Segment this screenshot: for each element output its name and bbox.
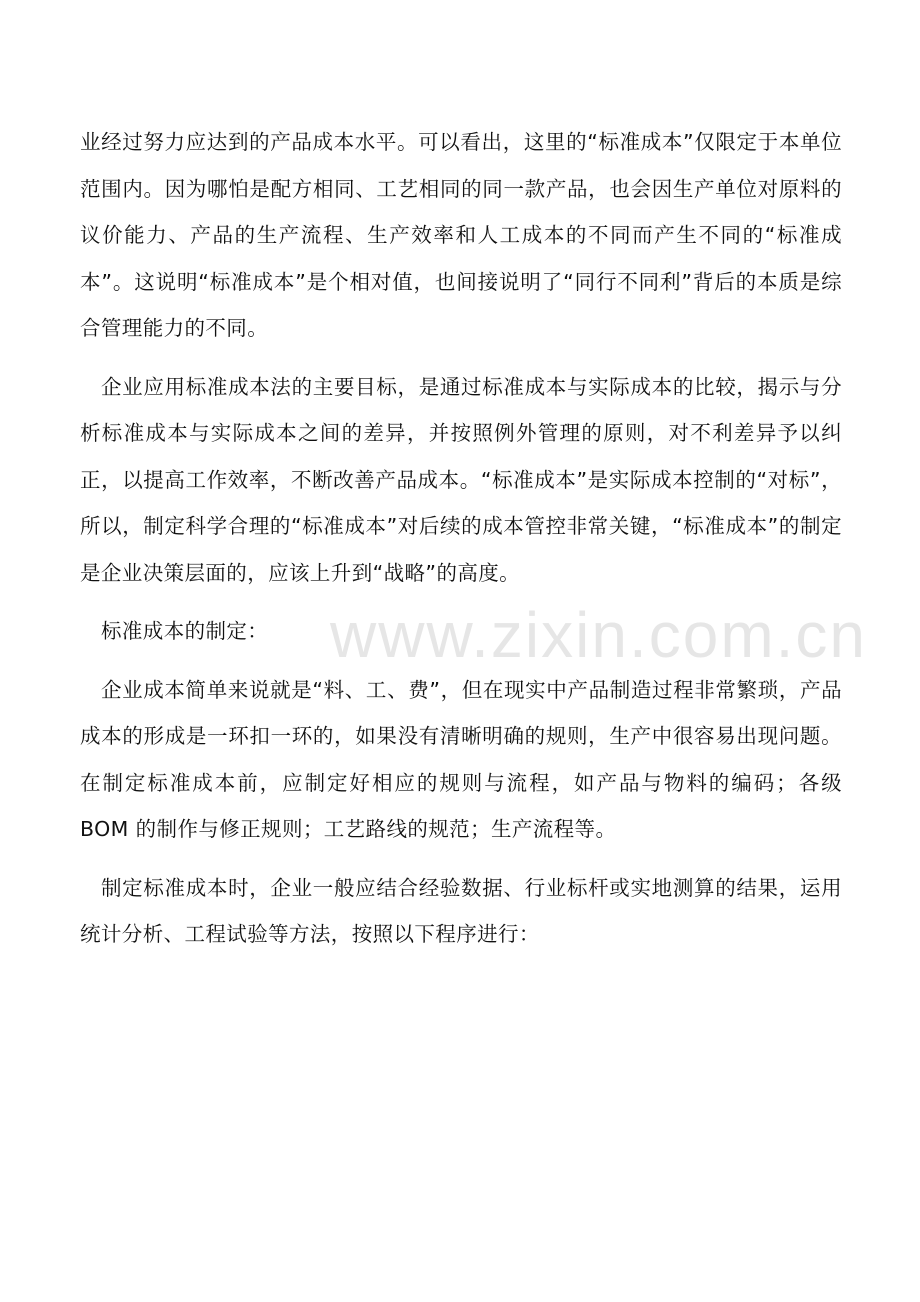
paragraph-3: 企业成本简单来说就是“料、工、费”，但在现实中产品制造过程非常繁琐，产品成本的形成是一环扣一环的，如果没有清晰明确的规则，生产中很容易出现问题。在制定标准成本前，应制定好相应的规则与流程，如产品与物料的编码；各级 BOM 的制作与修正规则；工艺路线的规范；生产流程等。 [80,677,842,841]
document-body [80,119,867,958]
watermark: www.zixin.com.cn [330,599,867,671]
paragraph-2: 企业应用标准成本法的主要目标，是通过标准成本与实际成本的比较，揭示与分析标准成本与实际成本之间的差异，并按照例外管理的原则，对不利差异予以纠正，以提高工作效率，不断改善产品成本。“标准成本”是实际成本控制的“对标”，所以，制定科学合理的“标准成本”对后续的成本管控非常关键，“标准成本”的制定是企业决策层面的，应该上升到“战略”的高度。 [80,374,842,585]
paragraph-1: 业经过努力应达到的产品成本水平。可以看出，这里的“标准成本”仅限定于本单位范围内。因为哪怕是配方相同、工艺相同的同一款产品，也会因生产单位对原料的议价能力、产品的生产流程、生产效率和人工成本的不同而产生不同的“标准成本”。这说明“标准成本”是个相对值，也间接说明了“同行不同利”背后的本质是综合管理能力的不同。 [80,130,842,340]
paragraph-4: 制定标准成本时，企业一般应结合经验数据、行业标杆或实地测算的结果，运用统计分析、工程试验等方法，按照以下程序进行： [80,875,842,946]
section-heading: 标准成本的制定： [101,619,269,643]
